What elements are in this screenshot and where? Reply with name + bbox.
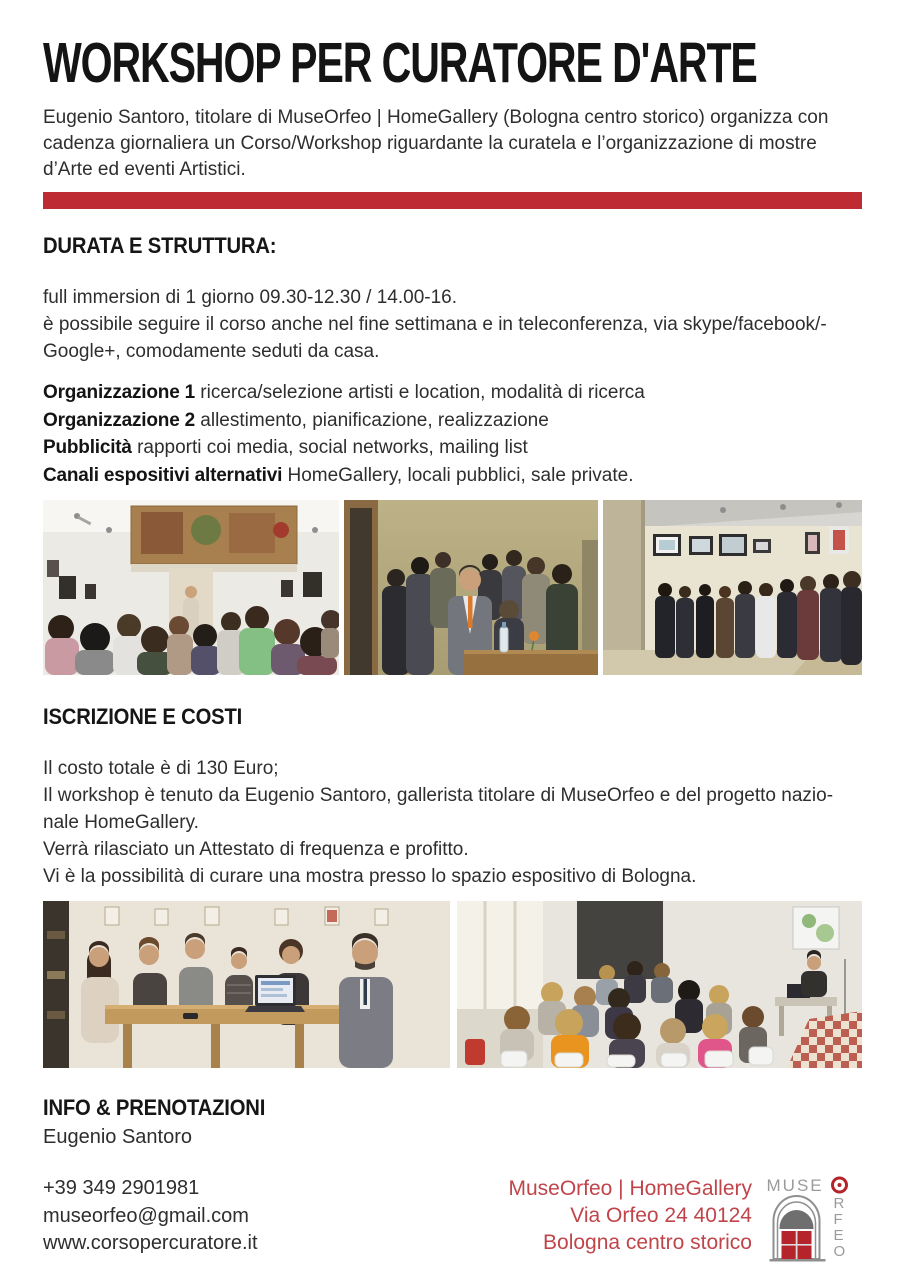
photo-workshop-group (344, 500, 598, 675)
iscrizione-line: nale HomeGallery. (43, 812, 199, 834)
durata-line: Google+, comodamente seduti da casa. (43, 341, 380, 363)
intro-paragraph (43, 105, 862, 183)
iscrizione-paragraph (43, 755, 862, 890)
logo-o-dot (838, 1183, 842, 1187)
brand-address: Via Orfeo 24 40124 (570, 1204, 752, 1228)
brand-block (508, 1175, 752, 1256)
page-title: WORKSHOP PER CURATORE D'ARTE (43, 31, 757, 95)
section-heading-iscrizione (43, 704, 862, 730)
brand-name: MuseOrfeo | HomeGallery (508, 1177, 752, 1201)
list-item-label: Organizzazione 1 (43, 382, 196, 404)
logo-vertical-letter: O (833, 1243, 846, 1261)
iscrizione-line: Vi è la possibilità di curare una mostra presso lo spazio espositivo di Bologna. (43, 866, 697, 888)
intro-line: d’Arte ed eventi Artistici. (43, 159, 246, 181)
structure-list (43, 379, 862, 489)
durata-paragraph (43, 284, 862, 365)
list-item-text: HomeGallery, locali pubblici, sale private. (282, 464, 634, 486)
contact-phone: +39 349 2901981 (43, 1177, 200, 1200)
photo-team-table-laptop (43, 901, 450, 1068)
logo-word: MUSE (766, 1176, 824, 1196)
photo-row-bottom (43, 901, 862, 1068)
durata-line: full immersion di 1 giorno 09.30-12.30 / 14.00-16. (43, 287, 458, 309)
intro-line: Eugenio Santoro, titolare di MuseOrfeo | HomeGallery (Bologna centro storico) organizza con (43, 107, 829, 129)
list-item-text: rapporti coi media, social networks, mailing list (131, 437, 528, 459)
list-item-text: ricerca/selezione artisti e location, modalità di ricerca (195, 382, 645, 404)
contact-name: Eugenio Santoro (43, 1126, 193, 1149)
photo-exhibition-line-image (603, 500, 862, 675)
photo-lecture-audience-image (457, 901, 862, 1068)
photo-exhibition-line (603, 500, 862, 675)
photo-team-table-laptop-image (43, 901, 450, 1068)
list-item (43, 407, 862, 435)
photo-gallery-talk-crowd (43, 500, 339, 675)
iscrizione-line: Il workshop è tenuto da Eugenio Santoro, gallerista titolare di MuseOrfeo e del progetto nazio- (43, 785, 834, 807)
photo-lecture-audience (457, 901, 862, 1068)
list-item-label: Pubblicità (43, 437, 132, 459)
contact-block (43, 1175, 508, 1258)
list-item-text: allestimento, pianificazione, realizzazione (195, 409, 549, 431)
list-item-label: Organizzazione 2 (43, 409, 196, 431)
logo-vertical-letter: E (833, 1227, 844, 1245)
section-heading-info-label: INFO & PRENOTAZIONI (43, 1095, 266, 1121)
contact-email: museorfeo@gmail.com (43, 1204, 249, 1227)
brand-city: Bologna centro storico (543, 1231, 752, 1255)
logo-vertical-letter: R (833, 1195, 845, 1213)
iscrizione-line: Il costo totale è di 130 Euro; (43, 758, 279, 780)
list-item (43, 379, 862, 407)
museorfeo-logo-image (765, 1175, 862, 1263)
footer (43, 1175, 862, 1263)
intro-line: cadenza giornaliera un Corso/Workshop riguardante la curatela e l’organizzazione di mostre (43, 133, 817, 155)
red-divider (43, 192, 862, 209)
section-heading-durata (43, 233, 862, 259)
iscrizione-line: Verrà rilasciato un Attestato di frequenza e profitto. (43, 839, 469, 861)
section-heading-info (43, 1095, 862, 1121)
list-item-label: Canali espositivi alternativi (43, 464, 283, 486)
section-heading-durata-label: DURATA E STRUTTURA: (43, 233, 277, 259)
contact-website: www.corsopercuratore.it (43, 1232, 258, 1255)
photo-row-top (43, 500, 862, 675)
list-item (43, 434, 862, 462)
durata-line: è possibile seguire il corso anche nel fine settimana e in teleconferenza, via skype/facebook/- (43, 314, 827, 336)
list-item (43, 462, 862, 490)
museorfeo-logo (765, 1175, 862, 1263)
photo-workshop-group-image (344, 500, 598, 675)
logo-vertical-letter: F (833, 1211, 843, 1229)
section-heading-iscrizione-label: ISCRIZIONE E COSTI (43, 704, 243, 730)
photo-gallery-talk-crowd-image (43, 500, 339, 675)
